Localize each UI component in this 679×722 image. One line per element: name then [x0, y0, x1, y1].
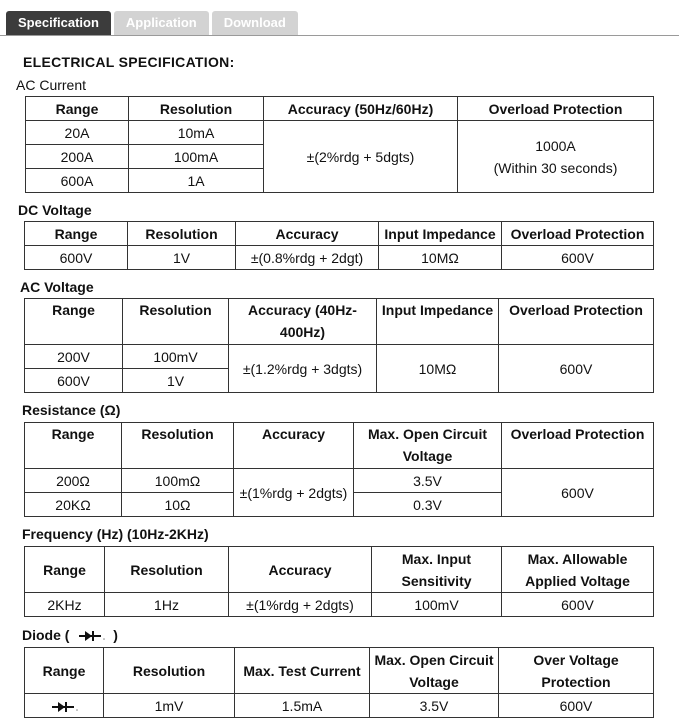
header-cell: Overload Protection — [458, 97, 654, 121]
header-cell: Range — [25, 423, 122, 469]
table-cell: 10Ω — [122, 493, 234, 517]
table-cell: 600A — [26, 169, 129, 193]
table-cell: 600V — [25, 369, 123, 393]
diode-icon — [49, 701, 79, 713]
table-cell: 10mA — [129, 121, 264, 145]
header-cell: Input Impedance — [379, 222, 502, 246]
table-cell: 1V — [128, 246, 236, 270]
table-cell: 3.5V — [370, 694, 499, 718]
dc-voltage-title: DC Voltage — [18, 202, 92, 218]
table-cell: ±(2%rdg + 5dgts) — [264, 121, 458, 193]
header-cell: Resolution — [129, 97, 264, 121]
header-cell: Over Voltage Protection — [499, 648, 654, 694]
table-cell: 200Ω — [25, 469, 122, 493]
table-cell: 1mV — [104, 694, 235, 718]
table-cell: 100mA — [129, 145, 264, 169]
table-cell: 100mΩ — [122, 469, 234, 493]
header-cell: Max. Test Current — [235, 648, 370, 694]
table-cell: 20A — [26, 121, 129, 145]
table-cell: 0.3V — [354, 493, 502, 517]
ac-voltage-title: AC Voltage — [20, 279, 94, 295]
frequency-table — [24, 546, 654, 617]
diode-title — [22, 627, 118, 643]
tab-specification[interactable]: Specification — [6, 11, 111, 35]
table-cell — [458, 121, 654, 193]
header-cell: Accuracy (40Hz-400Hz) — [229, 299, 377, 345]
table-cell: 100mV — [372, 593, 502, 617]
header-cell: Overload Protection — [502, 222, 654, 246]
table-cell — [25, 694, 104, 718]
ac-current-title: AC Current — [16, 77, 87, 93]
overload-note: (Within 30 seconds) — [493, 159, 618, 176]
table-cell: 600V — [499, 694, 654, 718]
header-cell: Resolution — [123, 299, 229, 345]
header-cell: Range — [26, 97, 129, 121]
table-cell: 600V — [502, 246, 654, 270]
table-cell: ±(1%rdg + 2dgts) — [234, 469, 354, 517]
table-cell: 100mV — [123, 345, 229, 369]
diode-title-prefix: Diode ( — [22, 627, 70, 643]
table-cell: 2KHz — [25, 593, 105, 617]
resistance-title: Resistance (Ω) — [22, 402, 121, 418]
table-cell: 600V — [502, 593, 654, 617]
table-cell: 10MΩ — [377, 345, 499, 393]
header-cell: Max. Allowable Applied Voltage — [502, 547, 654, 593]
header-cell: Resolution — [122, 423, 234, 469]
diode-table — [24, 647, 654, 718]
table-cell: 200V — [25, 345, 123, 369]
table-cell: 1V — [123, 369, 229, 393]
diode-title-suffix: ) — [113, 627, 118, 643]
header-cell: Resolution — [128, 222, 236, 246]
header-cell: Overload Protection — [499, 299, 654, 345]
table-cell: ±(1.2%rdg + 3dgts) — [229, 345, 377, 393]
header-cell: Accuracy — [236, 222, 379, 246]
dc-voltage-table — [24, 221, 654, 270]
tab-divider — [0, 35, 679, 36]
header-cell: Max. Open Circuit Voltage — [370, 648, 499, 694]
table-cell: ±(1%rdg + 2dgts) — [229, 593, 372, 617]
ac-voltage-table — [24, 298, 654, 393]
table-cell: 3.5V — [354, 469, 502, 493]
table-cell: 20KΩ — [25, 493, 122, 517]
table-cell: 1A — [129, 169, 264, 193]
header-cell: Accuracy — [229, 547, 372, 593]
page-title: ELECTRICAL SPECIFICATION: — [23, 54, 235, 70]
header-cell: Overload Protection — [502, 423, 654, 469]
header-cell: Range — [25, 299, 123, 345]
overload-value: 1000A — [535, 137, 576, 154]
table-cell: ±(0.8%rdg + 2dgt) — [236, 246, 379, 270]
tab-download[interactable]: Download — [212, 11, 298, 35]
header-cell: Range — [25, 222, 128, 246]
header-cell: Range — [25, 547, 105, 593]
table-cell: 600V — [25, 246, 128, 270]
frequency-title: Frequency (Hz) (10Hz-2KHz) — [22, 526, 209, 542]
resistance-table — [24, 422, 654, 517]
header-cell: Resolution — [104, 648, 235, 694]
tab-application[interactable]: Application — [114, 11, 209, 35]
ac-current-table — [25, 96, 654, 193]
header-cell: Accuracy (50Hz/60Hz) — [264, 97, 458, 121]
header-cell: Input Impedance — [377, 299, 499, 345]
table-cell: 600V — [502, 469, 654, 517]
table-cell: 10MΩ — [379, 246, 502, 270]
tab-bar — [6, 11, 301, 35]
header-cell: Resolution — [105, 547, 229, 593]
header-cell: Range — [25, 648, 104, 694]
diode-icon — [76, 630, 106, 642]
header-cell: Accuracy — [234, 423, 354, 469]
table-cell: 600V — [499, 345, 654, 393]
table-cell: 1.5mA — [235, 694, 370, 718]
table-cell: 200A — [26, 145, 129, 169]
header-cell: Max. Input Sensitivity — [372, 547, 502, 593]
table-cell: 1Hz — [105, 593, 229, 617]
header-cell: Max. Open Circuit Voltage — [354, 423, 502, 469]
